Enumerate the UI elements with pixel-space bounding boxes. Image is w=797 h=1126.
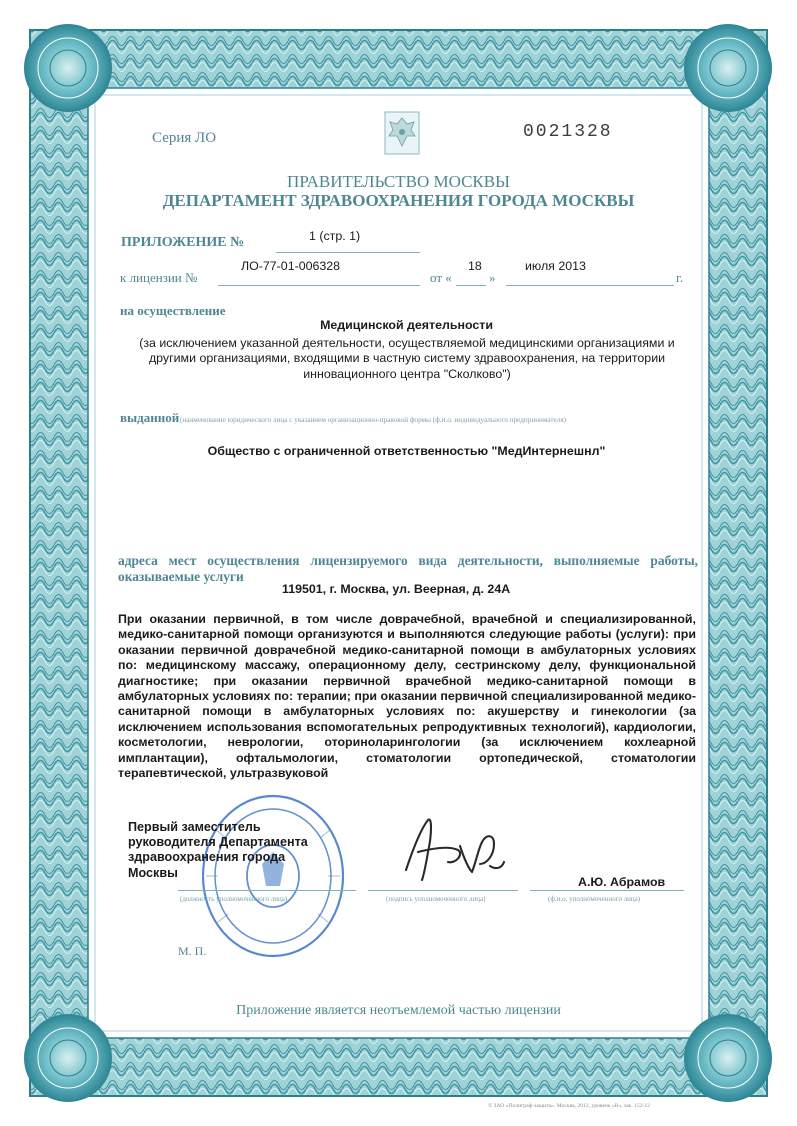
appendix-label: ПРИЛОЖЕНИЕ № bbox=[121, 235, 245, 250]
stamp-place-label: М. П. bbox=[178, 944, 207, 958]
works-description: При оказании первичной, в том числе доврачебной, врачебной и специализированной, медико-санитарной помощи организуются и выполняются следующие работы (услуги): при оказании первичной доврачебной медико-санитарной помощи в амбулаторных условиях по: медицинскому массажу, операционному делу, сестринскому делу, функциональной диагностике; при оказании первичной врачебной медико-санитарной помощи в амбулаторных условиях по: терапии; при оказании первичной специализированной медико-санитарной помощи в амбулаторных условиях по: акушерству и гинекологии (за исключением использования вспомогательных репродуктивных технологий), кардиологии, косметологии, неврологии, оториноларингологии (за исключением кохлеарной имплантации), офтальмологии, стоматологии ортопедической, стоматологии терапевтической, ультразвуковой bbox=[118, 612, 696, 781]
corner-rosette-tr bbox=[684, 24, 772, 112]
signatory-position-line1: Первый заместитель bbox=[128, 820, 261, 834]
date-month-year: июля 2013 bbox=[525, 259, 586, 273]
coat-of-arms-icon bbox=[385, 112, 419, 154]
signatory-position-line2: руководителя Департамента bbox=[128, 835, 308, 850]
license-label: к лицензии № bbox=[120, 270, 198, 285]
appendix-number-line bbox=[276, 252, 420, 253]
date-quote-close: » bbox=[489, 270, 496, 285]
company-name: Общество с ограниченной ответственностью "МедИнтернешнл" bbox=[207, 444, 606, 458]
license-number-line bbox=[218, 285, 420, 286]
position-hint: (должность уполномоченного лица) bbox=[180, 895, 288, 903]
corner-rosette-tl bbox=[24, 24, 112, 112]
position-hint-line bbox=[178, 890, 356, 891]
issued-label: выданной bbox=[120, 410, 180, 425]
date-day: 18 bbox=[468, 259, 482, 273]
appendix-number: 1 (стр. 1) bbox=[309, 229, 361, 243]
activity-label: на осуществление bbox=[120, 303, 226, 318]
name-hint: (ф.и.о. уполномоченного лица) bbox=[548, 895, 641, 903]
signatory-name: А.Ю. Абрамов bbox=[578, 875, 666, 889]
footer-note: Приложение является неотъемлемой частью лицензии bbox=[236, 1003, 561, 1018]
name-hint-line bbox=[530, 890, 684, 891]
address-value: 119501, г. Москва, ул. Веерная, д. 24А bbox=[282, 582, 511, 596]
signatory-position-line4: Москвы bbox=[128, 865, 178, 880]
license-number: ЛО-77-01-006328 bbox=[241, 259, 341, 273]
date-from-label: от « bbox=[430, 270, 452, 285]
signatory-position-line3: здравоохранения города bbox=[128, 850, 286, 865]
signature-hint: (подпись уполномоченного лица) bbox=[386, 895, 486, 903]
government-title: ПРАВИТЕЛЬСТВО МОСКВЫ bbox=[287, 172, 510, 191]
corner-rosette-br bbox=[684, 1014, 772, 1102]
activity-description: (за исключением указанной деятельности, осуществляемой медицинскими организациями и другими организациями, входящими в частную систему здравоохранения, на территории инновационного центра "Сколково") bbox=[139, 336, 675, 381]
series-label: Серия ЛО bbox=[152, 130, 217, 146]
date-month-line bbox=[506, 285, 674, 286]
date-year-suffix: г. bbox=[676, 270, 684, 285]
handwritten-signature bbox=[398, 812, 510, 888]
signatory-position bbox=[128, 820, 308, 881]
department-title: ДЕПАРТАМЕНТ ЗДРАВООХРАНЕНИЯ ГОРОДА МОСКВЫ bbox=[162, 191, 635, 210]
serial-number: 0021328 bbox=[523, 122, 613, 142]
corner-rosette-bl bbox=[24, 1014, 112, 1102]
printer-info: © ЗАО «Полиграф-защита». Москва, 2012, уровень «В», зак. 152-12 bbox=[488, 1103, 651, 1109]
date-day-line bbox=[456, 285, 486, 286]
signature-hint-line bbox=[368, 890, 518, 891]
activity-title: Медицинской деятельности bbox=[320, 318, 493, 332]
address-label: адреса мест осуществления лицензируемого вида деятельности, выполняемые работы, оказываемые услуги bbox=[118, 553, 698, 584]
issued-hint: (наименование юридического лица с указанием организационно-правовой формы (ф.и.о. индивидуального предпринимателя) bbox=[180, 416, 567, 424]
